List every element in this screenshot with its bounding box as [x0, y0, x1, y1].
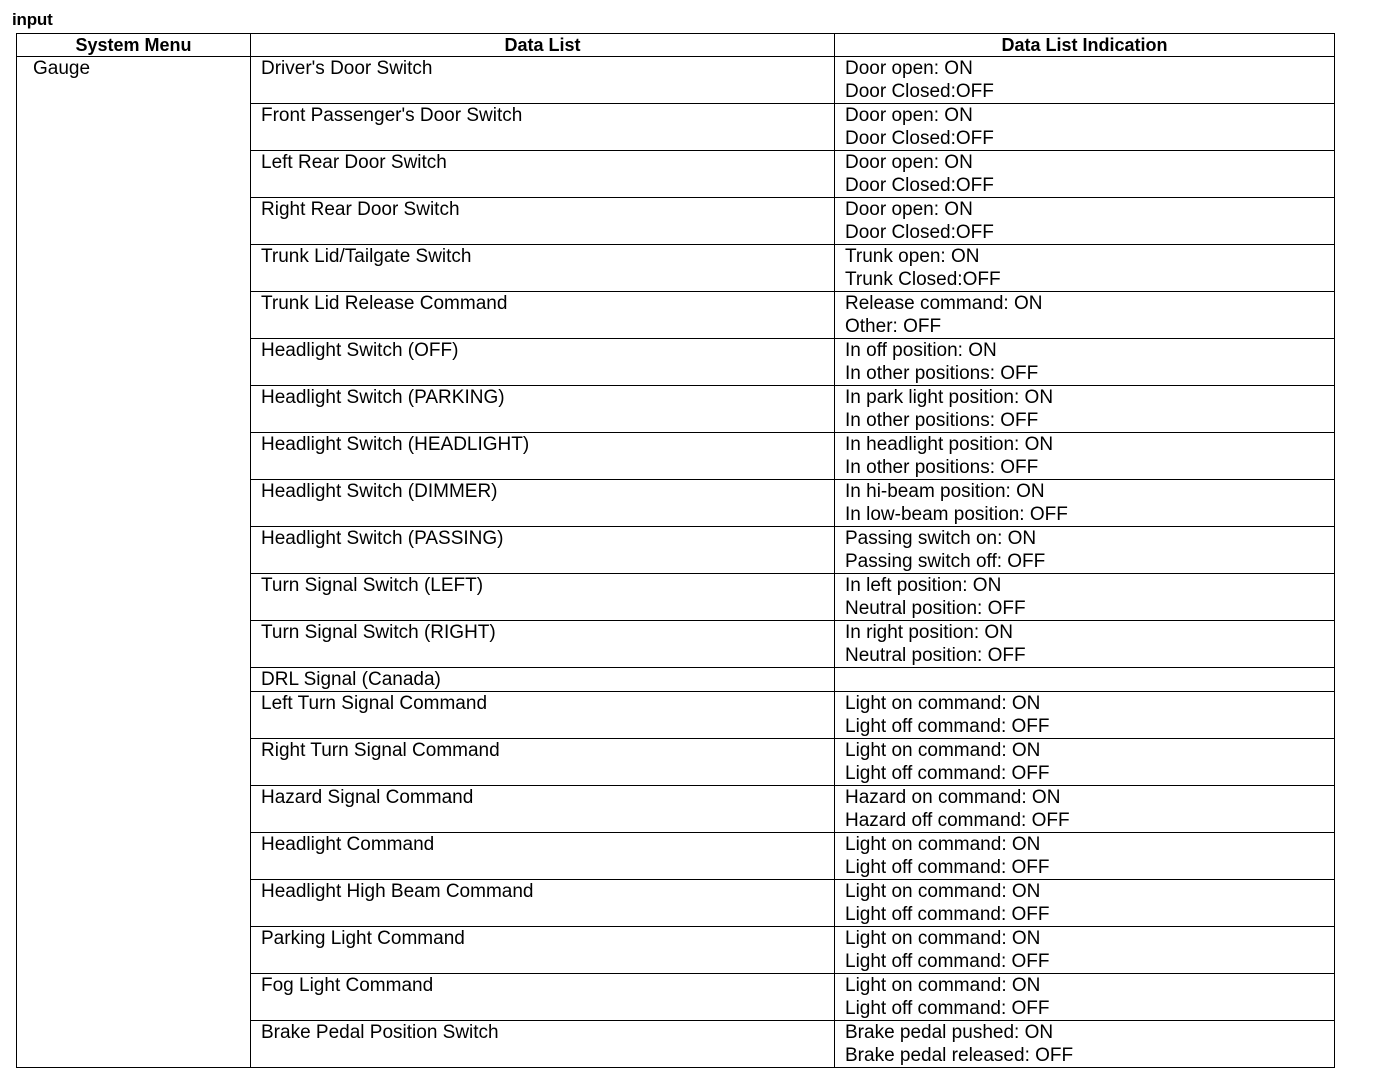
data-list-item: Headlight Switch (PASSING) [251, 527, 835, 574]
indication-line: Door Closed:OFF [845, 222, 994, 243]
data-list-item: Brake Pedal Position Switch [251, 1021, 835, 1068]
table-row [17, 57, 1335, 104]
data-list-item: DRL Signal (Canada) [251, 668, 835, 692]
data-list-item: Trunk Lid/Tailgate Switch [251, 245, 835, 292]
indication-line: Release command: ON [845, 293, 1043, 314]
data-list-item: Right Turn Signal Command [251, 739, 835, 786]
indication-line: Door open: ON [845, 58, 973, 79]
data-list-item: Fog Light Command [251, 974, 835, 1021]
data-list-indication [835, 57, 1335, 104]
indication-line: Light on command: ON [845, 928, 1041, 949]
data-list-indication [835, 1021, 1335, 1068]
indication-line: In right position: ON [845, 622, 1013, 643]
data-list-item: Parking Light Command [251, 927, 835, 974]
indication-line: Trunk open: ON [845, 246, 980, 267]
data-list-item: Left Rear Door Switch [251, 151, 835, 198]
indication-line: Light on command: ON [845, 693, 1041, 714]
table-header-row [17, 34, 1335, 57]
data-list-indication [835, 245, 1335, 292]
indication-line: Light on command: ON [845, 975, 1041, 996]
data-list-indication [835, 833, 1335, 880]
indication-line: In park light position: ON [845, 387, 1054, 408]
data-list-item: Headlight Switch (OFF) [251, 339, 835, 386]
indication-line: Door Closed:OFF [845, 128, 994, 149]
indication-line: Light off command: OFF [845, 763, 1050, 784]
indication-line: Light off command: OFF [845, 857, 1050, 878]
indication-line: In other positions: OFF [845, 363, 1039, 384]
indication-line: In off position: ON [845, 340, 997, 361]
data-list-indication [835, 927, 1335, 974]
data-list-indication [835, 739, 1335, 786]
table-body [17, 57, 1335, 1068]
data-list-indication [835, 198, 1335, 245]
indication-line: Light off command: OFF [845, 998, 1050, 1019]
indication-line: Neutral position: OFF [845, 598, 1026, 619]
data-list-indication [835, 527, 1335, 574]
data-list-indication [835, 104, 1335, 151]
indication-line: In other positions: OFF [845, 457, 1039, 478]
data-list-indication [835, 692, 1335, 739]
data-list-indication [835, 786, 1335, 833]
indication-line: Door open: ON [845, 199, 973, 220]
data-list-indication [835, 974, 1335, 1021]
indication-line: Hazard on command: ON [845, 787, 1061, 808]
indication-line: Trunk Closed:OFF [845, 269, 1001, 290]
indication-line: Door Closed:OFF [845, 175, 994, 196]
page-heading: input [12, 10, 53, 29]
column-header-system-menu: System Menu [17, 34, 251, 57]
data-list-item: Headlight Switch (HEADLIGHT) [251, 433, 835, 480]
data-list-indication [835, 668, 1335, 692]
indication-line: Passing switch on: ON [845, 528, 1037, 549]
data-list-indication [835, 480, 1335, 527]
data-list-indication [835, 433, 1335, 480]
data-list-item: Right Rear Door Switch [251, 198, 835, 245]
indication-line: Passing switch off: OFF [845, 551, 1046, 572]
column-header-data-list-indication: Data List Indication [835, 34, 1335, 57]
indication-line: In headlight position: ON [845, 434, 1054, 455]
data-list-item: Driver's Door Switch [251, 57, 835, 104]
data-list-indication [835, 574, 1335, 621]
data-list-item: Hazard Signal Command [251, 786, 835, 833]
indication-line: Light off command: OFF [845, 951, 1050, 972]
indication-line: Brake pedal released: OFF [845, 1045, 1074, 1066]
indication-line: Other: OFF [845, 316, 942, 337]
data-list-indication [835, 621, 1335, 668]
data-list-item: Left Turn Signal Command [251, 692, 835, 739]
indication-line: In other positions: OFF [845, 410, 1039, 431]
indication-line: In hi-beam position: ON [845, 481, 1045, 502]
data-list-table [16, 33, 1335, 1068]
indication-line: Door open: ON [845, 152, 973, 173]
data-list-item: Headlight Switch (DIMMER) [251, 480, 835, 527]
indication-line: In left position: ON [845, 575, 1002, 596]
data-list-item: Trunk Lid Release Command [251, 292, 835, 339]
indication-line: Light on command: ON [845, 881, 1041, 902]
data-list-indication [835, 339, 1335, 386]
data-list-item: Headlight High Beam Command [251, 880, 835, 927]
indication-line: Door open: ON [845, 105, 973, 126]
indication-line: Neutral position: OFF [845, 645, 1026, 666]
data-list-indication [835, 292, 1335, 339]
indication-line: Hazard off command: OFF [845, 810, 1070, 831]
column-header-data-list: Data List [251, 34, 835, 57]
indication-line: Light off command: OFF [845, 904, 1050, 925]
indication-line: Light on command: ON [845, 740, 1041, 761]
indication-line: Light off command: OFF [845, 716, 1050, 737]
indication-line: Light on command: ON [845, 834, 1041, 855]
data-list-item: Front Passenger's Door Switch [251, 104, 835, 151]
indication-line: Door Closed:OFF [845, 81, 994, 102]
data-list-item: Turn Signal Switch (RIGHT) [251, 621, 835, 668]
data-list-indication [835, 151, 1335, 198]
indication-line: Brake pedal pushed: ON [845, 1022, 1054, 1043]
indication-line: In low-beam position: OFF [845, 504, 1068, 525]
data-list-item: Turn Signal Switch (LEFT) [251, 574, 835, 621]
system-menu-cell: Gauge [17, 57, 251, 1068]
data-list-item: Headlight Command [251, 833, 835, 880]
data-list-item: Headlight Switch (PARKING) [251, 386, 835, 433]
data-list-indication [835, 880, 1335, 927]
data-list-indication [835, 386, 1335, 433]
